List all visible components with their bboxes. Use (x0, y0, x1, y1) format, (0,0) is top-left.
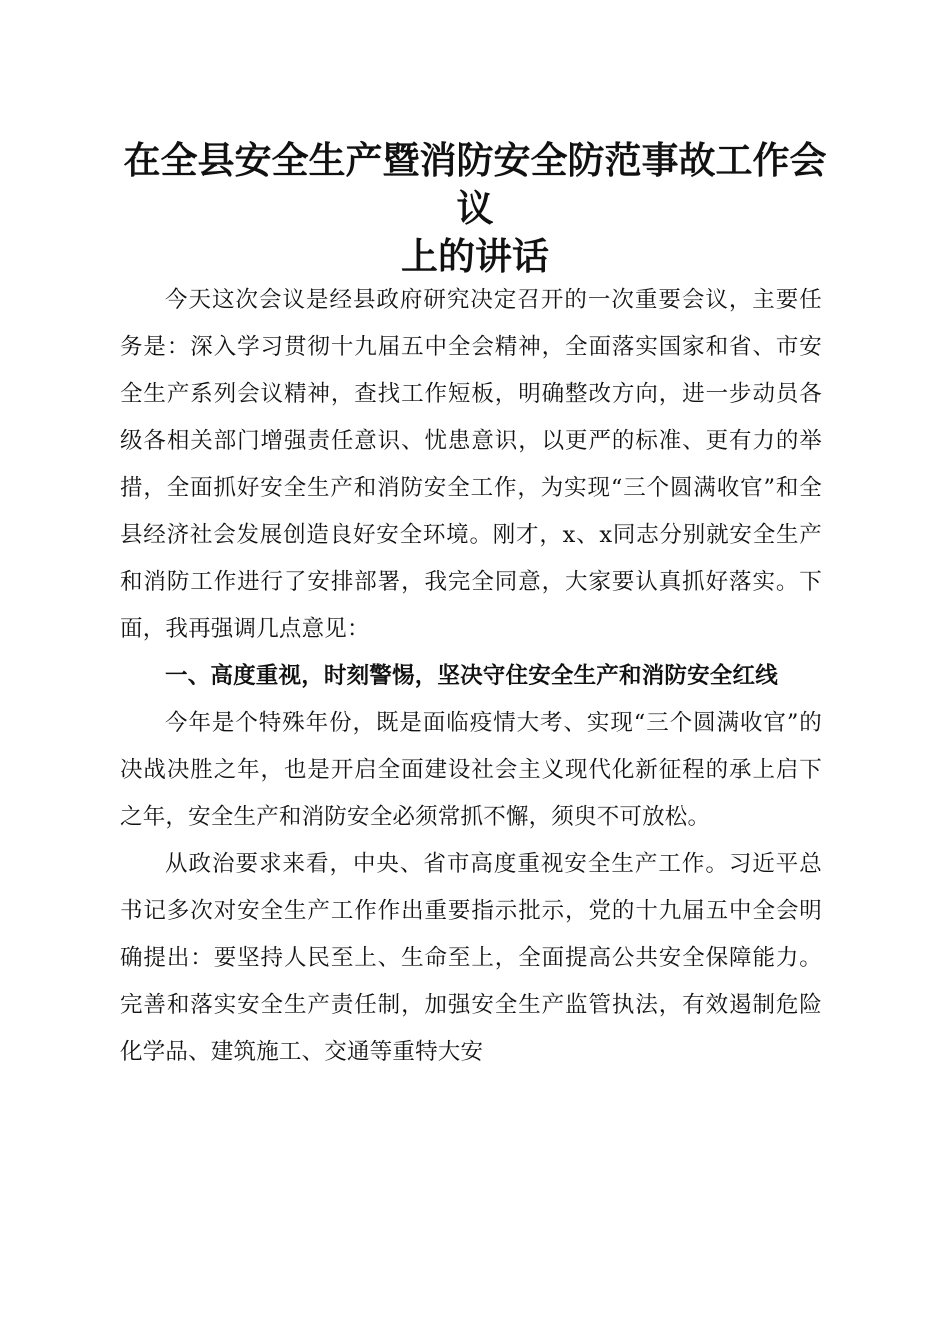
document-title (110, 136, 840, 280)
section-heading-1: 一、高度重视，时刻警惕，坚决守住安全生产和消防安全红线 (165, 663, 778, 689)
title-line-1: 在全县安全生产暨消防安全防范事故工作会议 (123, 138, 827, 230)
title-line-2: 上的讲话 (401, 234, 549, 278)
document-body (120, 277, 822, 1076)
paragraph-special-year: 今年是个特殊年份，既是面临疫情大考、实现“三个圆满收官”的决战决胜之年，也是开启全面建设社会主义现代化新征程的承上启下之年，安全生产和消防安全必须常抓不懈，须臾不可放松。 (120, 710, 822, 830)
paragraph-intro: 今天这次会议是经县政府研究决定召开的一次重要会议，主要任务是：深入学习贯彻十九届五中全会精神，全面落实国家和省、市安全生产系列会议精神，查找工作短板，明确整改方向，进一步动员各级各相关部门增强责任意识、忧患意识，以更严的标准、更有力的举措，全面抓好安全生产和消防安全工作，为实现“三个圆满收官”和全县经济社会发展创造良好安全环境。刚才，x、x同志分别就安全生产和消防工作进行了安排部署，我完全同意，大家要认真抓好落实。下面，我再强调几点意见： (120, 287, 822, 642)
paragraph-political-requirements: 从政治要求来看，中央、省市高度重视安全生产工作。习近平总书记多次对安全生产工作作出重要指示批示，党的十九届五中全会明确提出：要坚持人民至上、生命至上，全面提高公共安全保障能力。完善和落实安全生产责任制，加强安全生产监管执法，有效遏制危险化学品、建筑施工、交通等重特大安 (120, 851, 822, 1065)
